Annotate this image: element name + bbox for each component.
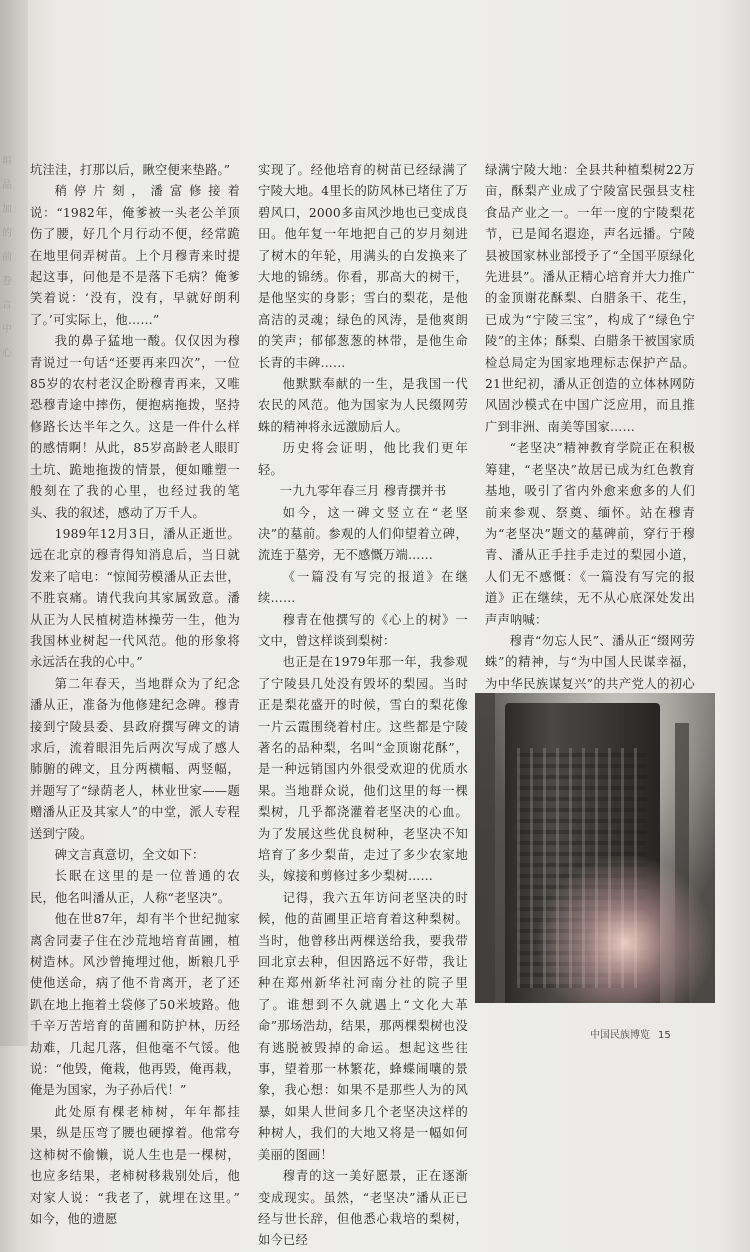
stele-photo bbox=[475, 693, 715, 1003]
magazine-name: 中国民族博览 bbox=[590, 1030, 650, 1041]
paragraph: 坑洼洼，打那以后，瞅空便来垫路。” bbox=[30, 163, 231, 177]
paragraph: 一九九零年春三月 穆青撰并书 bbox=[279, 484, 447, 499]
paragraph: 他默默奉献的一生，是我国一代农民的风范。他为国家为人民缀网劳蛛的精神将永远激励后人。 bbox=[258, 377, 468, 434]
article-column-1 bbox=[30, 160, 240, 1230]
paragraph: 实现了。经他培育的树苗已经绿满了宁陵大地。4里长的防风林已堵住了万碧风口，2000多亩风沙地也已变成良田。他年复一年地把自己的岁月刻进了树木的年轮，用满头的白发换来了大地的锦绣。你看，那高大的树干，是他坚实的身影；雪白的梨花，是他高洁的灵魂；绿色的风涛，是他爽朗的笑声；郁郁葱葱的林带，是他生命长青的丰碑…… bbox=[258, 163, 468, 370]
paragraph: 此处原有棵老柿树，年年都挂果，纵是压弯了腰也硬撑着。他常夸这柿树不偷懒，说人生也是一棵树，也应多结果，老柿树移栽别处后，他对家人说：“我老了，就埋在这里。” 如今，他的遗愿 bbox=[30, 1104, 240, 1226]
paragraph: 记得，我六五年访问老坚决的时候，他的苗圃里正培育着这种梨树。当时，他曾移出两棵送给我，要我带回北京去种，但因路远不好带，我让种在郑州新华社河南分社的院子里了。谁想到不久就遇上“文化大革命”那场浩劫，结果，那两棵梨树也没有逃脱被毁掉的命运。想起这些往事，望着那一林繁花，蜂蝶闹嚷的景象，我心想：如果不是那些人为的风暴，如果人世间多几个老坚决这样的种树人，我们的大地又将是一幅如何美丽的图画！ bbox=[258, 890, 468, 1162]
paragraph: 穆青在他撰写的《心上的树》一文中，曾这样谈到梨树： bbox=[258, 612, 468, 648]
paragraph: 稍停片刻，潘富修接着说：“1982年，俺爹被一头老公羊顶伤了腰，好几个月行动不便，经常跪在地里伺弄树苗。上个月穆青来时提起这事，问他是不是落下毛病？俺爹笑着说：‘没有，没有，早就好朗利了。’可实际上，他……” bbox=[30, 184, 240, 327]
paragraph: 绿满宁陵大地：全县共种植梨树22万亩，酥梨产业成了宁陵富民强县支柱食品产业之一。一年一度的宁陵梨花节，已是闻名遐迩，声名远播。宁陵县被国家林业部授予了“全国平原绿化先进县”。潘从正精心培育并大力推广的金顶谢花酥梨、白腊条干、花生，已成为“宁陵三宝”，构成了“绿色宁陵”的主体；酥梨、白腊条干被国家质检总局定为国家地理标志保护产品。21世纪初，潘从正创造的立体林网防风固沙模式在中国广泛应用，而且推广到非洲、南美等国家…… bbox=[485, 163, 695, 434]
paragraph: 长眠在这里的是一位普通的农民，他名叫潘从正，人称“老坚决”。 bbox=[30, 869, 240, 905]
paragraph: 碑文言真意切，全文如下： bbox=[54, 848, 205, 862]
bleed-through-text: 垣 品 加 的 前 卷 言 中 心 bbox=[2, 156, 12, 359]
paragraph: 1989年12月3日，潘从正逝世。远在北京的穆青得知消息后，当日就发来了唁电：“惊闻劳模潘从正去世，不胜哀痛。请代我向其家属致意。潘从正为人民植树造林操劳一生，他为我国林业树起一代风范。他的形象将永远活在我的心中。” bbox=[30, 526, 240, 670]
paragraph: 也正是在1979年那一年，我参观了宁陵县几处没有毁坏的梨园。当时正是梨花盛开的时候，雪白的梨花像一片云霞围绕着村庄。这些都是宁陵著名的品种梨，名叫“金顶谢花酥”，是一种远销国内外很受欢迎的优质水果。当地群众说，他们这里的每一棵梨树，几乎都浇灌着老坚决的心血。为了发展这些优良树种，老坚决不知培育了多少梨苗，走过了多少农家地头，嫁接和剪修过多少梨树…… bbox=[258, 655, 468, 884]
paragraph: 历史将会证明，他比我们更年轻。 bbox=[258, 441, 468, 477]
article-column-2 bbox=[258, 160, 468, 1252]
paragraph: “老坚决”精神教育学院正在积极筹建，“老坚决”故居已成为红色教育基地，吸引了省内外愈来愈多的人们前来参观、祭奠、缅怀。站在穆青为“老坚决”题文的墓碑前，穿行于穆青、潘从正手拄手走过的梨园小道，人们无不感慨：《一篇没有写完的报道》正在继续，无不从心底深处发出声声呐喊： bbox=[485, 441, 695, 627]
paragraph: 我的鼻子猛地一酸。仅仅因为穆青说过一句话“还要再来四次”，一位85岁的农村老汉企盼穆青再来，又唯恐穆青途中摔伤，便抱病拖拨，坚持修路长达半年之久。这是一件什么样的感情啊！从此，85岁高龄老人眼盯土坑、跪地拖拨的情景，便如雕塑一般刻在了我的心里，也经过我的笔头、我的叙述，感动了万千人。 bbox=[30, 334, 240, 520]
page-number: 15 bbox=[658, 1030, 671, 1041]
paragraph: 《一篇没有写完的报道》在继续…… bbox=[258, 569, 468, 606]
paragraph: 穆青“勿忘人民”、潘从正“缀网劳蛛”的精神，与“为中国人民谋幸福，为中华民族谋复兴”的共产党人的初心 bbox=[485, 633, 695, 691]
photo-tree-left bbox=[475, 693, 495, 1003]
paragraph: 穆青的这一美好愿景，正在逐渐变成现实。虽然，“老坚决”潘从正已经与世长辞，但他悉心栽培的梨树，如今已经 bbox=[258, 1169, 468, 1248]
page-footer bbox=[590, 1026, 671, 1041]
photo-light-flare bbox=[535, 853, 715, 1003]
paragraph: 如今，这一碑文竖立在“老坚决”的墓前。参观的人们仰望着立碑，流连于墓旁，无不感慨万端…… bbox=[258, 505, 468, 563]
paragraph: 第二年春天，当地群众为了纪念潘从正，准备为他修建纪念碑。穆青接到宁陵县委、县政府撰写碑文的请求后，流着眼泪先后两次写成了感人肺腑的碑文，且分两横幅、两竖幅，并题写了“绿荫老人，林业世家——题赠潘从正及其家人”的中堂，派人专程送到宁陵。 bbox=[30, 676, 240, 841]
paragraph: 他在世87年，却有半个世纪抛家离舍同妻子住在沙荒地培育苗圃，植树造林。风沙曾掩埋过他，断粮几乎使他送命，病了他不肯离开，老了还趴在地上拖着土袋修了50米坡路。他千辛万苦培育的苗圃和防护林，历经劫难，几起几落，但他毫不气馁。他说：“他毁，俺栽，他再毁，俺再栽，俺是为国家，为子孙后代！” bbox=[30, 912, 240, 1098]
